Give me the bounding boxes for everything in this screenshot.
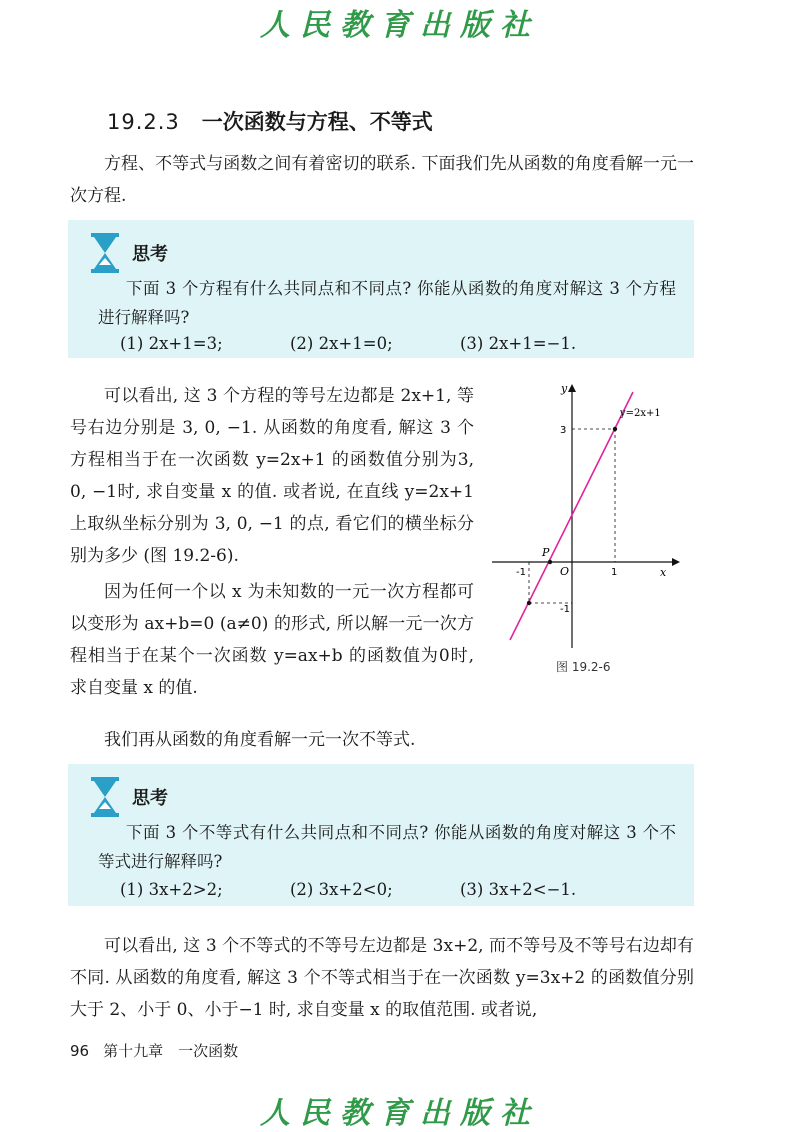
think-question: 下面 3 个方程有什么共同点和不同点? 你能从函数的角度对解这 3 个方程进行解释吗? (98, 279, 676, 327)
origin-label: O (560, 565, 570, 578)
think-box-inequalities (68, 764, 694, 906)
think-label: 思考 (132, 788, 168, 809)
chapter-title: 第十九章 一次函数 (103, 1042, 239, 1060)
line-label: y=2x+1 (620, 408, 661, 419)
intro-paragraph: 方程、不等式与函数之间有着密切的联系. 下面我们先从函数的角度看解一元一次方程. (70, 154, 694, 206)
figure-caption: 图 19.2-6 (556, 660, 611, 674)
page-number: 96 (70, 1042, 90, 1060)
tick-y-neg1: -1 (560, 604, 570, 615)
section-title (107, 106, 433, 136)
equation-item: (3) 2x+1=−1. (460, 334, 577, 353)
think-box-equations (68, 220, 694, 358)
think-question: 下面 3 个不等式有什么共同点和不同点? 你能从函数的角度对解这 3 个不等式进行解释吗? (98, 823, 676, 871)
inequality-item: (1) 3x+2>2; (120, 880, 223, 899)
tick-y-3: 3 (560, 425, 567, 436)
point-1-3 (613, 427, 617, 431)
point-neg1-neg1 (527, 601, 531, 605)
hourglass-icon (90, 232, 120, 274)
equation-item: (1) 2x+1=3; (120, 334, 223, 353)
section-heading: 一次函数与方程、不等式 (201, 110, 433, 134)
page-footer (70, 1040, 238, 1061)
section-number: 19.2.3 (107, 110, 180, 134)
explanation-paragraph: 可以看出, 这 3 个方程的等号左边都是 2x+1, 等号右边分别是 3, 0, −1. 从函数的角度看, 解这 3 个方程相当于在一次函数 y=2x+1 的函数值分别为3, 0, −1时, 求自变量 x 的值. 或者说, 在直线 y=2x+1 上取纵坐标分别为 3, 0, −1 的点, 看它们的横坐标分别为多少 (图 19.2-6). (70, 386, 474, 566)
inequality-intro: 我们再从函数的角度看解一元一次不等式. (104, 730, 416, 750)
think-label: 思考 (132, 244, 168, 265)
y-axis-label: y (561, 382, 568, 395)
tick-x-neg1: -1 (516, 567, 526, 578)
y-axis-arrow (568, 384, 576, 392)
publisher-logo-bottom: 人民教育出版社 (260, 1096, 540, 1131)
inequality-explanation: 可以看出, 这 3 个不等式的不等号左边都是 3x+2, 而不等号及不等号右边却有不同. 从函数的角度看, 解这 3 个不等式相当于在一次函数 y=3x+2 的函数值分别大于 2、小于 0、小于−1 时, 求自变量 x 的取值范围. 或者说, (70, 936, 694, 1020)
x-axis-arrow (672, 558, 680, 566)
point-p-label: P (542, 546, 550, 559)
equation-list (120, 334, 684, 353)
figure-graph (480, 378, 690, 668)
general-paragraph: 因为任何一个以 x 为未知数的一元一次方程都可以变形为 ax+b=0 (a≠0) 的形式, 所以解一元一次方程相当于在某个一次函数 y=ax+b 的函数值为0时, 求自变量 x 的值. (70, 582, 474, 698)
equation-item: (2) 2x+1=0; (290, 334, 393, 353)
publisher-logo-top: 人民教育出版社 (260, 8, 540, 43)
inequality-item: (2) 3x+2<0; (290, 880, 393, 899)
hourglass-icon (90, 776, 120, 818)
inequality-item: (3) 3x+2<−1. (460, 880, 577, 899)
tick-x-1: 1 (611, 567, 618, 578)
x-axis-label: x (660, 566, 667, 579)
inequality-list (120, 880, 684, 899)
point-p (548, 560, 552, 564)
